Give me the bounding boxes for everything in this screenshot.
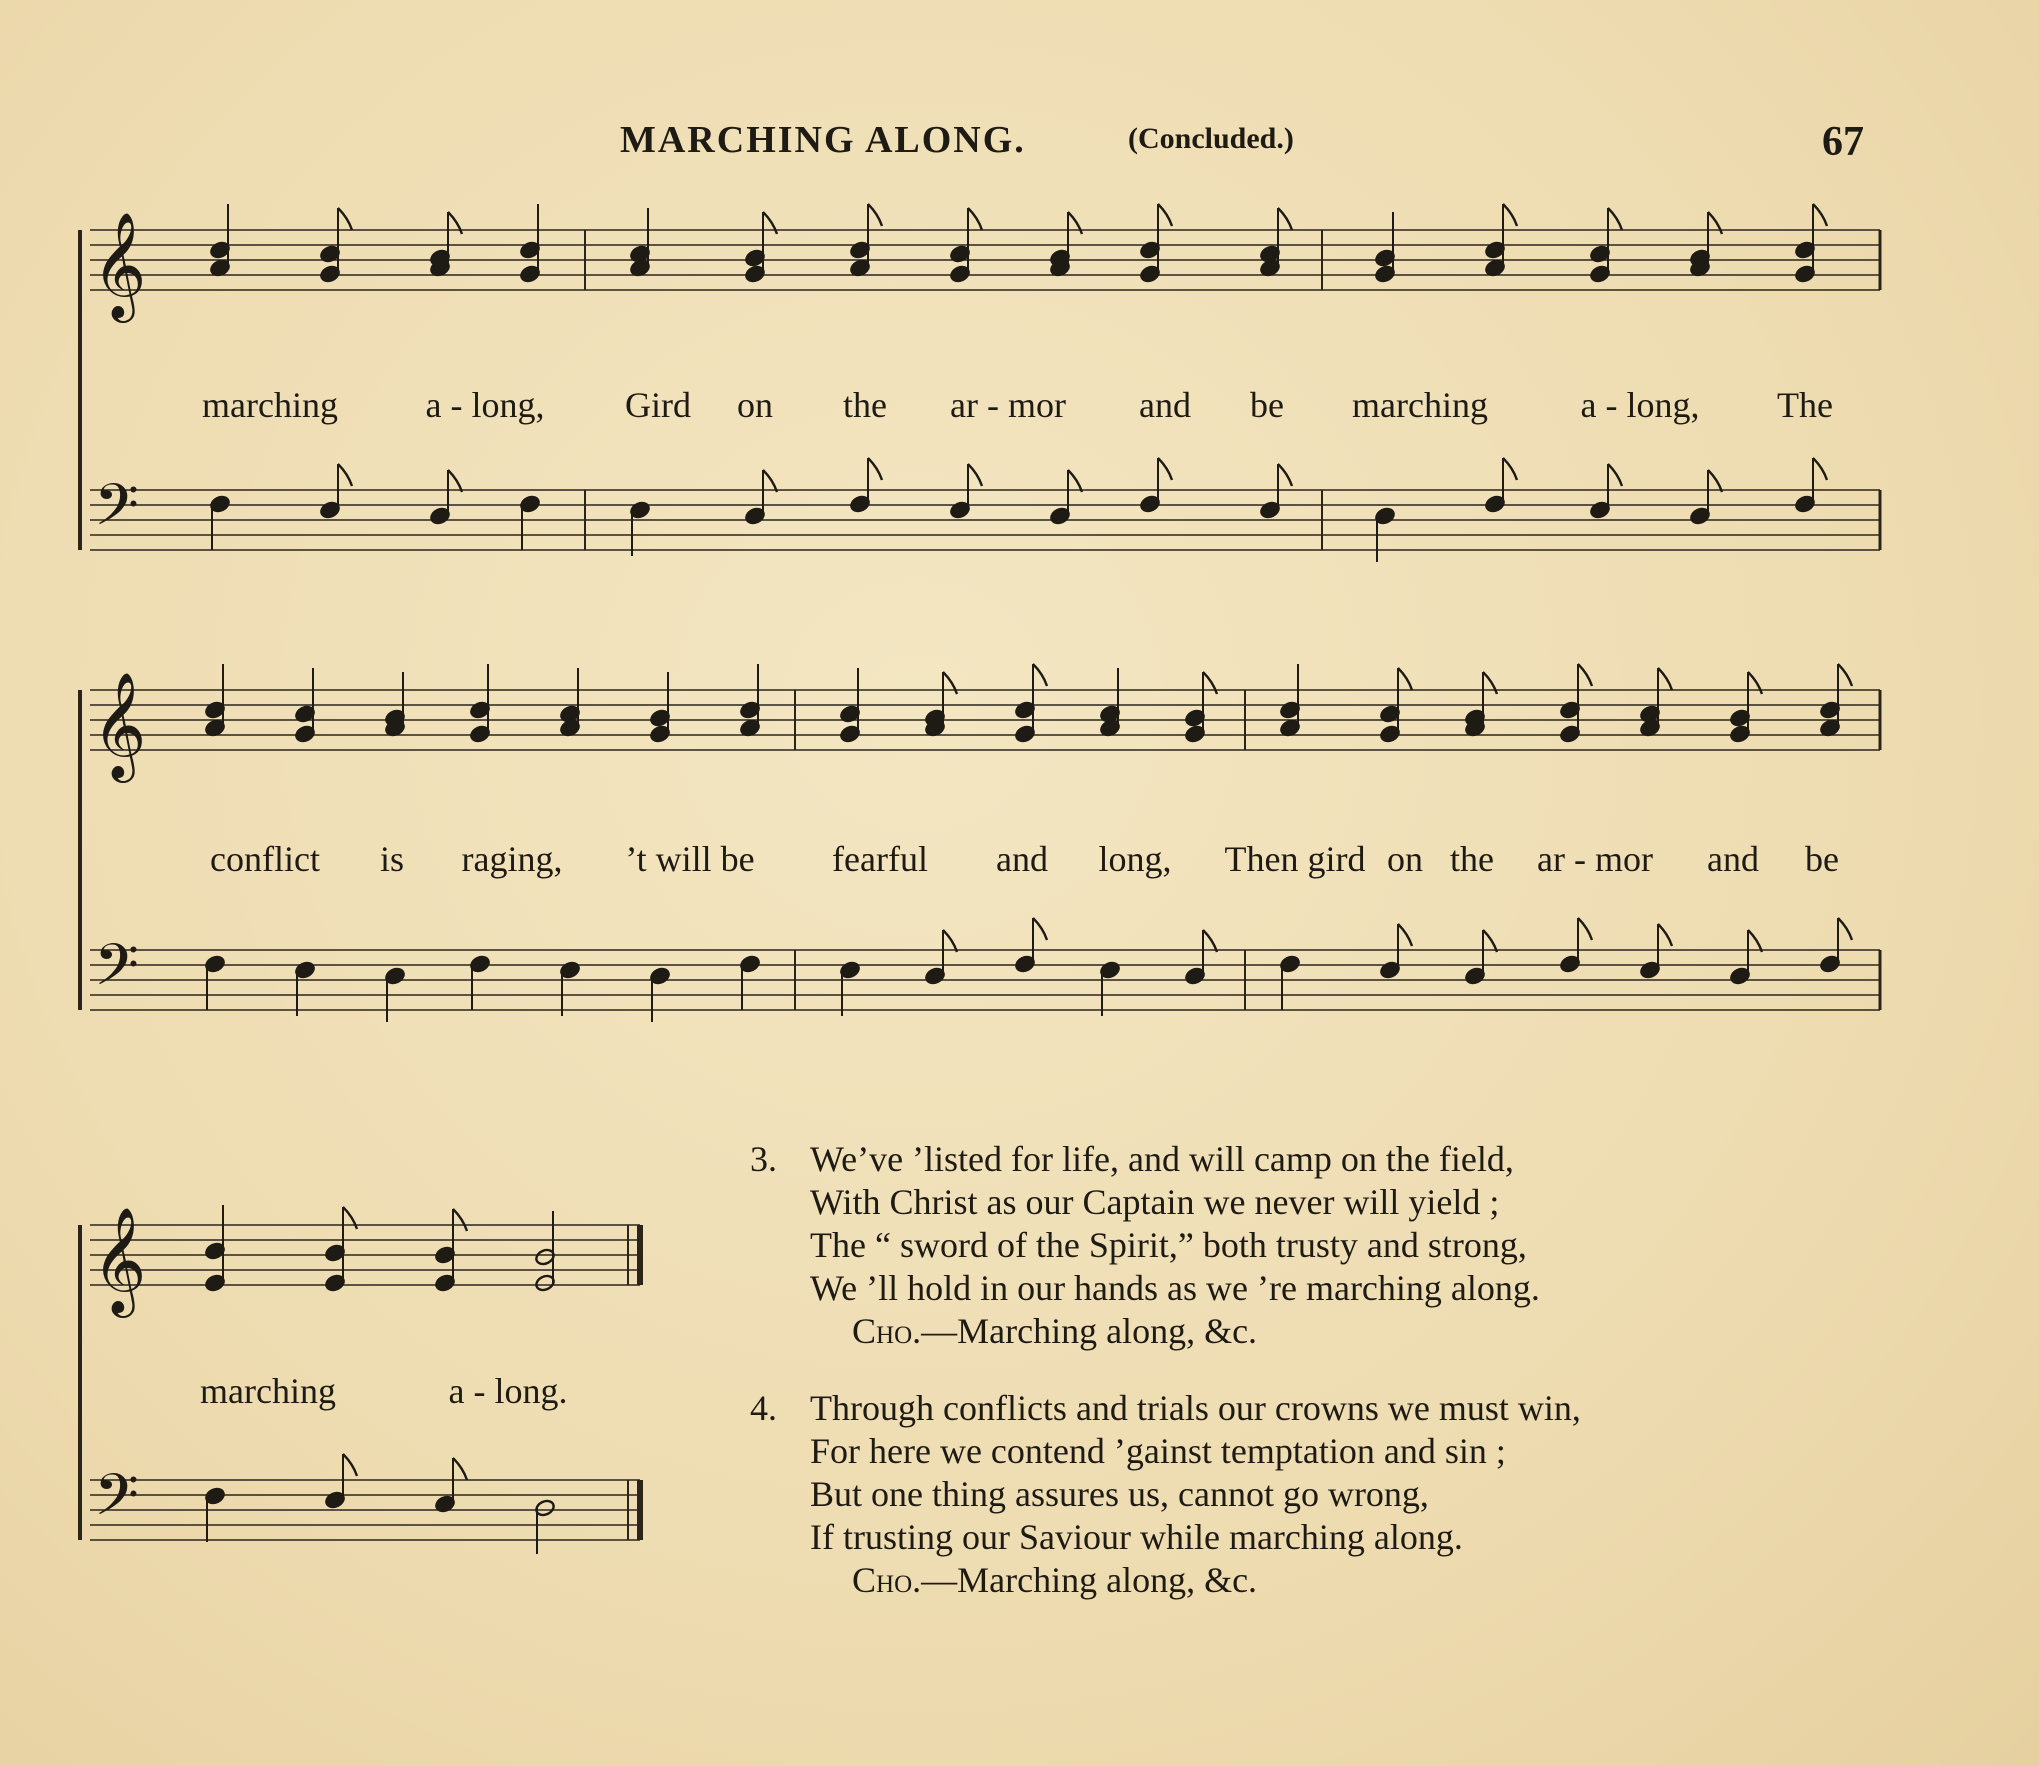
lyric-word: Gird	[625, 385, 691, 425]
lyric-word: ar - mor	[950, 385, 1066, 425]
treble-clef-icon: 𝄞	[92, 671, 147, 778]
lyric-word: be	[1250, 385, 1284, 425]
chorus-label: Cho.	[852, 1560, 922, 1600]
lyric-word: is	[379, 839, 405, 879]
chorus-text: —Marching along, &c.	[921, 1560, 1258, 1600]
lyric-word: Then gird	[1224, 839, 1366, 879]
verse-line: If trusting our Saviour while marching along.	[810, 1517, 1463, 1557]
lyric-word: and	[996, 839, 1048, 879]
lyric-word: a - long,	[1580, 385, 1700, 425]
lyric-word: conflict	[210, 839, 320, 879]
lyric-word: on	[737, 385, 773, 425]
lyric-word: the	[1450, 839, 1494, 879]
lyric-word: and	[1707, 839, 1759, 879]
bass-clef-icon: 𝄢	[94, 1461, 140, 1543]
verse-line: The “ sword of the Spirit,” both trusty and strong,	[810, 1225, 1527, 1265]
treble-clef-icon: 𝄞	[92, 1206, 147, 1313]
page-title: MARCHING ALONG.	[620, 119, 1026, 161]
note-flag	[453, 1458, 467, 1480]
verse-line: For here we contend ’gainst temptation and sin ;	[810, 1431, 1506, 1471]
lyric-word: fearful	[832, 839, 928, 879]
lyric-word: a - long.	[448, 1371, 568, 1411]
note-flag	[453, 1209, 467, 1231]
lyric-word: long,	[1098, 839, 1172, 879]
lyric-word: ’t will be	[625, 839, 755, 879]
lyric-word: a - long,	[425, 385, 545, 425]
lyric-word: marching	[202, 385, 338, 425]
note-flag	[343, 1454, 357, 1476]
lyric-word: be	[1805, 839, 1839, 879]
chorus-line	[852, 1559, 1257, 1601]
verse-line: With Christ as our Captain we never will yield ;	[810, 1182, 1500, 1222]
lyric-word: raging,	[461, 839, 563, 879]
verse-number: 3.	[750, 1139, 777, 1179]
chorus-label: Cho.	[852, 1311, 922, 1351]
lyric-word: the	[843, 385, 887, 425]
bass-clef-icon: 𝄢	[94, 931, 140, 1013]
page-number: 67	[1822, 119, 1864, 165]
lyric-word: marching	[200, 1371, 336, 1411]
bass-clef-icon: 𝄢	[94, 471, 140, 553]
page-subtitle: (Concluded.)	[1128, 122, 1294, 155]
treble-clef-icon: 𝄞	[92, 211, 147, 318]
verse-line: We ’ll hold in our hands as we ’re marching along.	[810, 1268, 1540, 1308]
lyric-word: on	[1387, 839, 1423, 879]
chorus-line	[852, 1310, 1257, 1352]
chorus-text: —Marching along, &c.	[921, 1311, 1258, 1351]
lyric-word: ar - mor	[1537, 839, 1653, 879]
verse-line: Through conflicts and trials our crowns we must win,	[810, 1388, 1581, 1428]
verse-line: We’ve ’listed for life, and will camp on the field,	[810, 1139, 1514, 1179]
lyric-word: and	[1139, 385, 1191, 425]
lyric-word: marching	[1352, 385, 1488, 425]
verse-number: 4.	[750, 1388, 777, 1428]
lyric-word: The	[1777, 385, 1833, 425]
verse-line: But one thing assures us, cannot go wrong,	[810, 1474, 1429, 1514]
